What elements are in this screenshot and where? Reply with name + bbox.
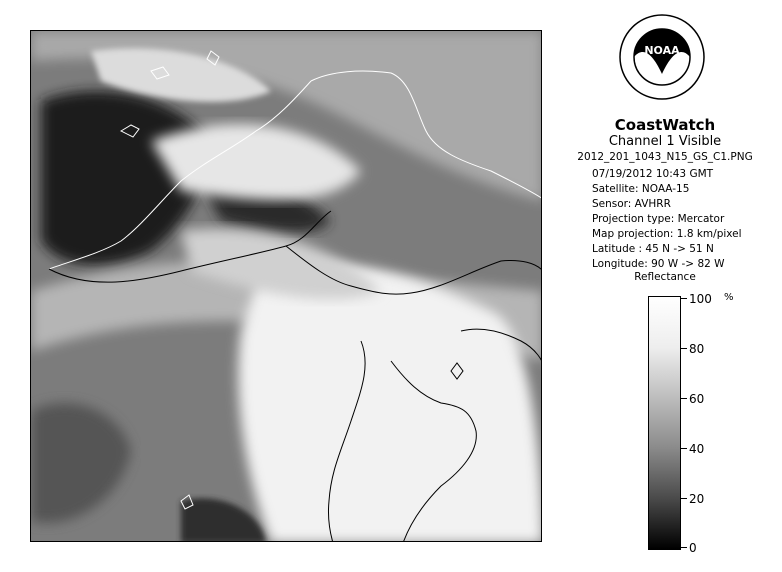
sensor: Sensor: AVHRR [592,198,671,210]
datetime: 07/19/2012 10:43 GMT [592,168,714,180]
tick-label-100: 100 [689,292,712,306]
tick-label-20: 20 [689,492,705,506]
tick-mark [681,547,687,548]
info-panel [560,116,770,272]
tick-mark [681,398,687,399]
file-name: 2012_201_1043_N15_GS_C1.PNG [577,151,753,163]
noaa-text: NOAA [644,44,680,57]
tick-mark [681,498,687,499]
tick-mark [681,448,687,449]
satellite: Satellite: NOAA-15 [592,183,690,195]
legend-unit: % [724,292,734,303]
projection-type: Projection type: Mercator [592,213,725,225]
tick-mark [681,298,687,299]
tick-label-60: 60 [689,392,705,406]
reflectance-colorbar [648,296,681,550]
noaa-logo [619,14,705,100]
map-projection: Map projection: 1.8 km/pixel [592,228,742,240]
tick-mark [681,348,687,349]
tick-label-40: 40 [689,442,705,456]
map-svg [31,31,542,542]
noaa-seal-icon [619,14,705,100]
satellite-image [30,30,542,542]
tick-label-0: 0 [689,541,697,555]
product-title: CoastWatch [614,116,716,134]
tick-label-80: 80 [689,342,705,356]
latitude-range: Latitude : 45 N -> 51 N [592,243,714,255]
longitude-range: Longitude: 90 W -> 82 W [592,258,725,270]
channel-subtitle: Channel 1 Visible [608,134,722,149]
legend-title: Reflectance [634,271,696,283]
